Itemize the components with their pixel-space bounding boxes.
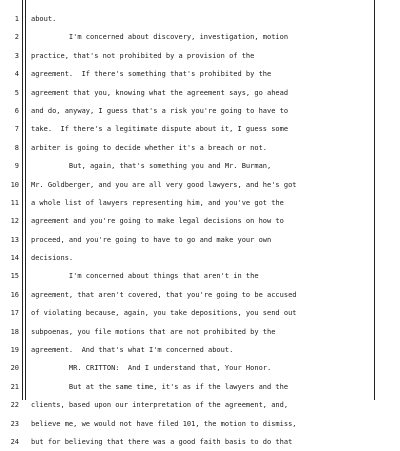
line-text: about. (31, 15, 57, 23)
line-text: but for believing that there was a good faith basis to do that (31, 437, 293, 446)
transcript-line (0, 359, 400, 377)
line-number: 15 (10, 272, 19, 281)
line-number: 8 (14, 143, 19, 152)
transcript-line (0, 65, 400, 83)
transcript-line (0, 139, 400, 157)
transcript-line (0, 194, 400, 212)
line-number: 16 (10, 290, 19, 299)
line-text: MR. CRITTON: And I understand that, Your Honor. (31, 364, 272, 373)
line-text: agreement that you, knowing what the agreement says, go ahead (31, 88, 289, 97)
line-text: subpoenas, you file motions that are not prohibited by the (31, 327, 276, 336)
line-number: 1 (14, 15, 19, 23)
line-number: 19 (10, 346, 19, 355)
line-text: proceed, and you're going to have to go and make your own (31, 235, 272, 244)
line-number: 22 (10, 401, 19, 410)
transcript-line (0, 10, 400, 28)
line-text: Mr. Goldberger, and you are all very good lawyers, and he's got (31, 180, 297, 189)
line-text: clients, based upon our interpretation of the agreement, and, (31, 401, 289, 410)
line-number: 2 (14, 33, 19, 42)
line-number: 7 (14, 125, 19, 134)
line-number: 24 (10, 437, 19, 446)
line-number: 20 (10, 364, 19, 373)
transcript-line (0, 341, 400, 359)
line-text: take. If there's a legitimate dispute about it, I guess some (31, 125, 289, 134)
transcript-line (0, 378, 400, 396)
line-text: agreement. And that's what I'm concerned about. (31, 346, 234, 355)
line-number: 14 (10, 254, 19, 263)
line-number: 6 (14, 106, 19, 115)
transcript-line (0, 212, 400, 230)
transcript-line (0, 176, 400, 194)
line-text: and do, anyway, I guess that's a risk you're going to have to (31, 106, 289, 115)
line-text: agreement and you're going to make legal decisions on how to (31, 217, 284, 226)
line-text: agreement, that aren't covered, that you're going to be accused (31, 290, 297, 299)
line-text: of violating because, again, you take depositions, you send out (31, 309, 297, 318)
line-number: 5 (14, 88, 19, 97)
line-number: 11 (10, 198, 19, 207)
line-text: arbiter is going to decide whether it's a breach or not. (31, 143, 268, 152)
transcript-line (0, 433, 400, 451)
transcript-line (0, 304, 400, 322)
line-number: 10 (10, 180, 19, 189)
line-number: 21 (10, 382, 19, 391)
line-text: I'm concerned about things that aren't in the (31, 272, 259, 281)
transcript-line (0, 84, 400, 102)
transcript-line (0, 396, 400, 414)
line-number: 4 (14, 70, 19, 79)
transcript-line (0, 47, 400, 65)
line-text: decisions. (31, 254, 74, 263)
transcript-line (0, 286, 400, 304)
line-number: 17 (10, 309, 19, 318)
line-text: practice, that's not prohibited by a provision of the (31, 51, 255, 60)
transcript-line (0, 415, 400, 433)
line-number: 18 (10, 327, 19, 336)
line-text: But, again, that's something you and Mr. Burman, (31, 162, 272, 171)
transcript-line (0, 120, 400, 138)
line-number: 13 (10, 235, 19, 244)
line-text: a whole list of lawyers representing him, and you've got the (31, 198, 284, 207)
transcript-line (0, 267, 400, 285)
transcript-line (0, 157, 400, 175)
line-number: 9 (14, 162, 19, 171)
transcript-lines (0, 10, 400, 451)
line-number: 23 (10, 419, 19, 428)
line-text: I'm concerned about discovery, investigation, motion (31, 33, 289, 42)
line-text: agreement. If there's something that's prohibited by the (31, 70, 272, 79)
transcript-line (0, 28, 400, 46)
line-number: 12 (10, 217, 19, 226)
transcript-line (0, 249, 400, 267)
line-number: 3 (14, 51, 19, 60)
transcript-line (0, 231, 400, 249)
line-text: believe me, we would not have filed 101, the motion to dismiss, (31, 419, 297, 428)
line-text: But at the same time, it's as if the lawyers and the (31, 382, 289, 391)
transcript-line (0, 323, 400, 341)
transcript-line (0, 102, 400, 120)
